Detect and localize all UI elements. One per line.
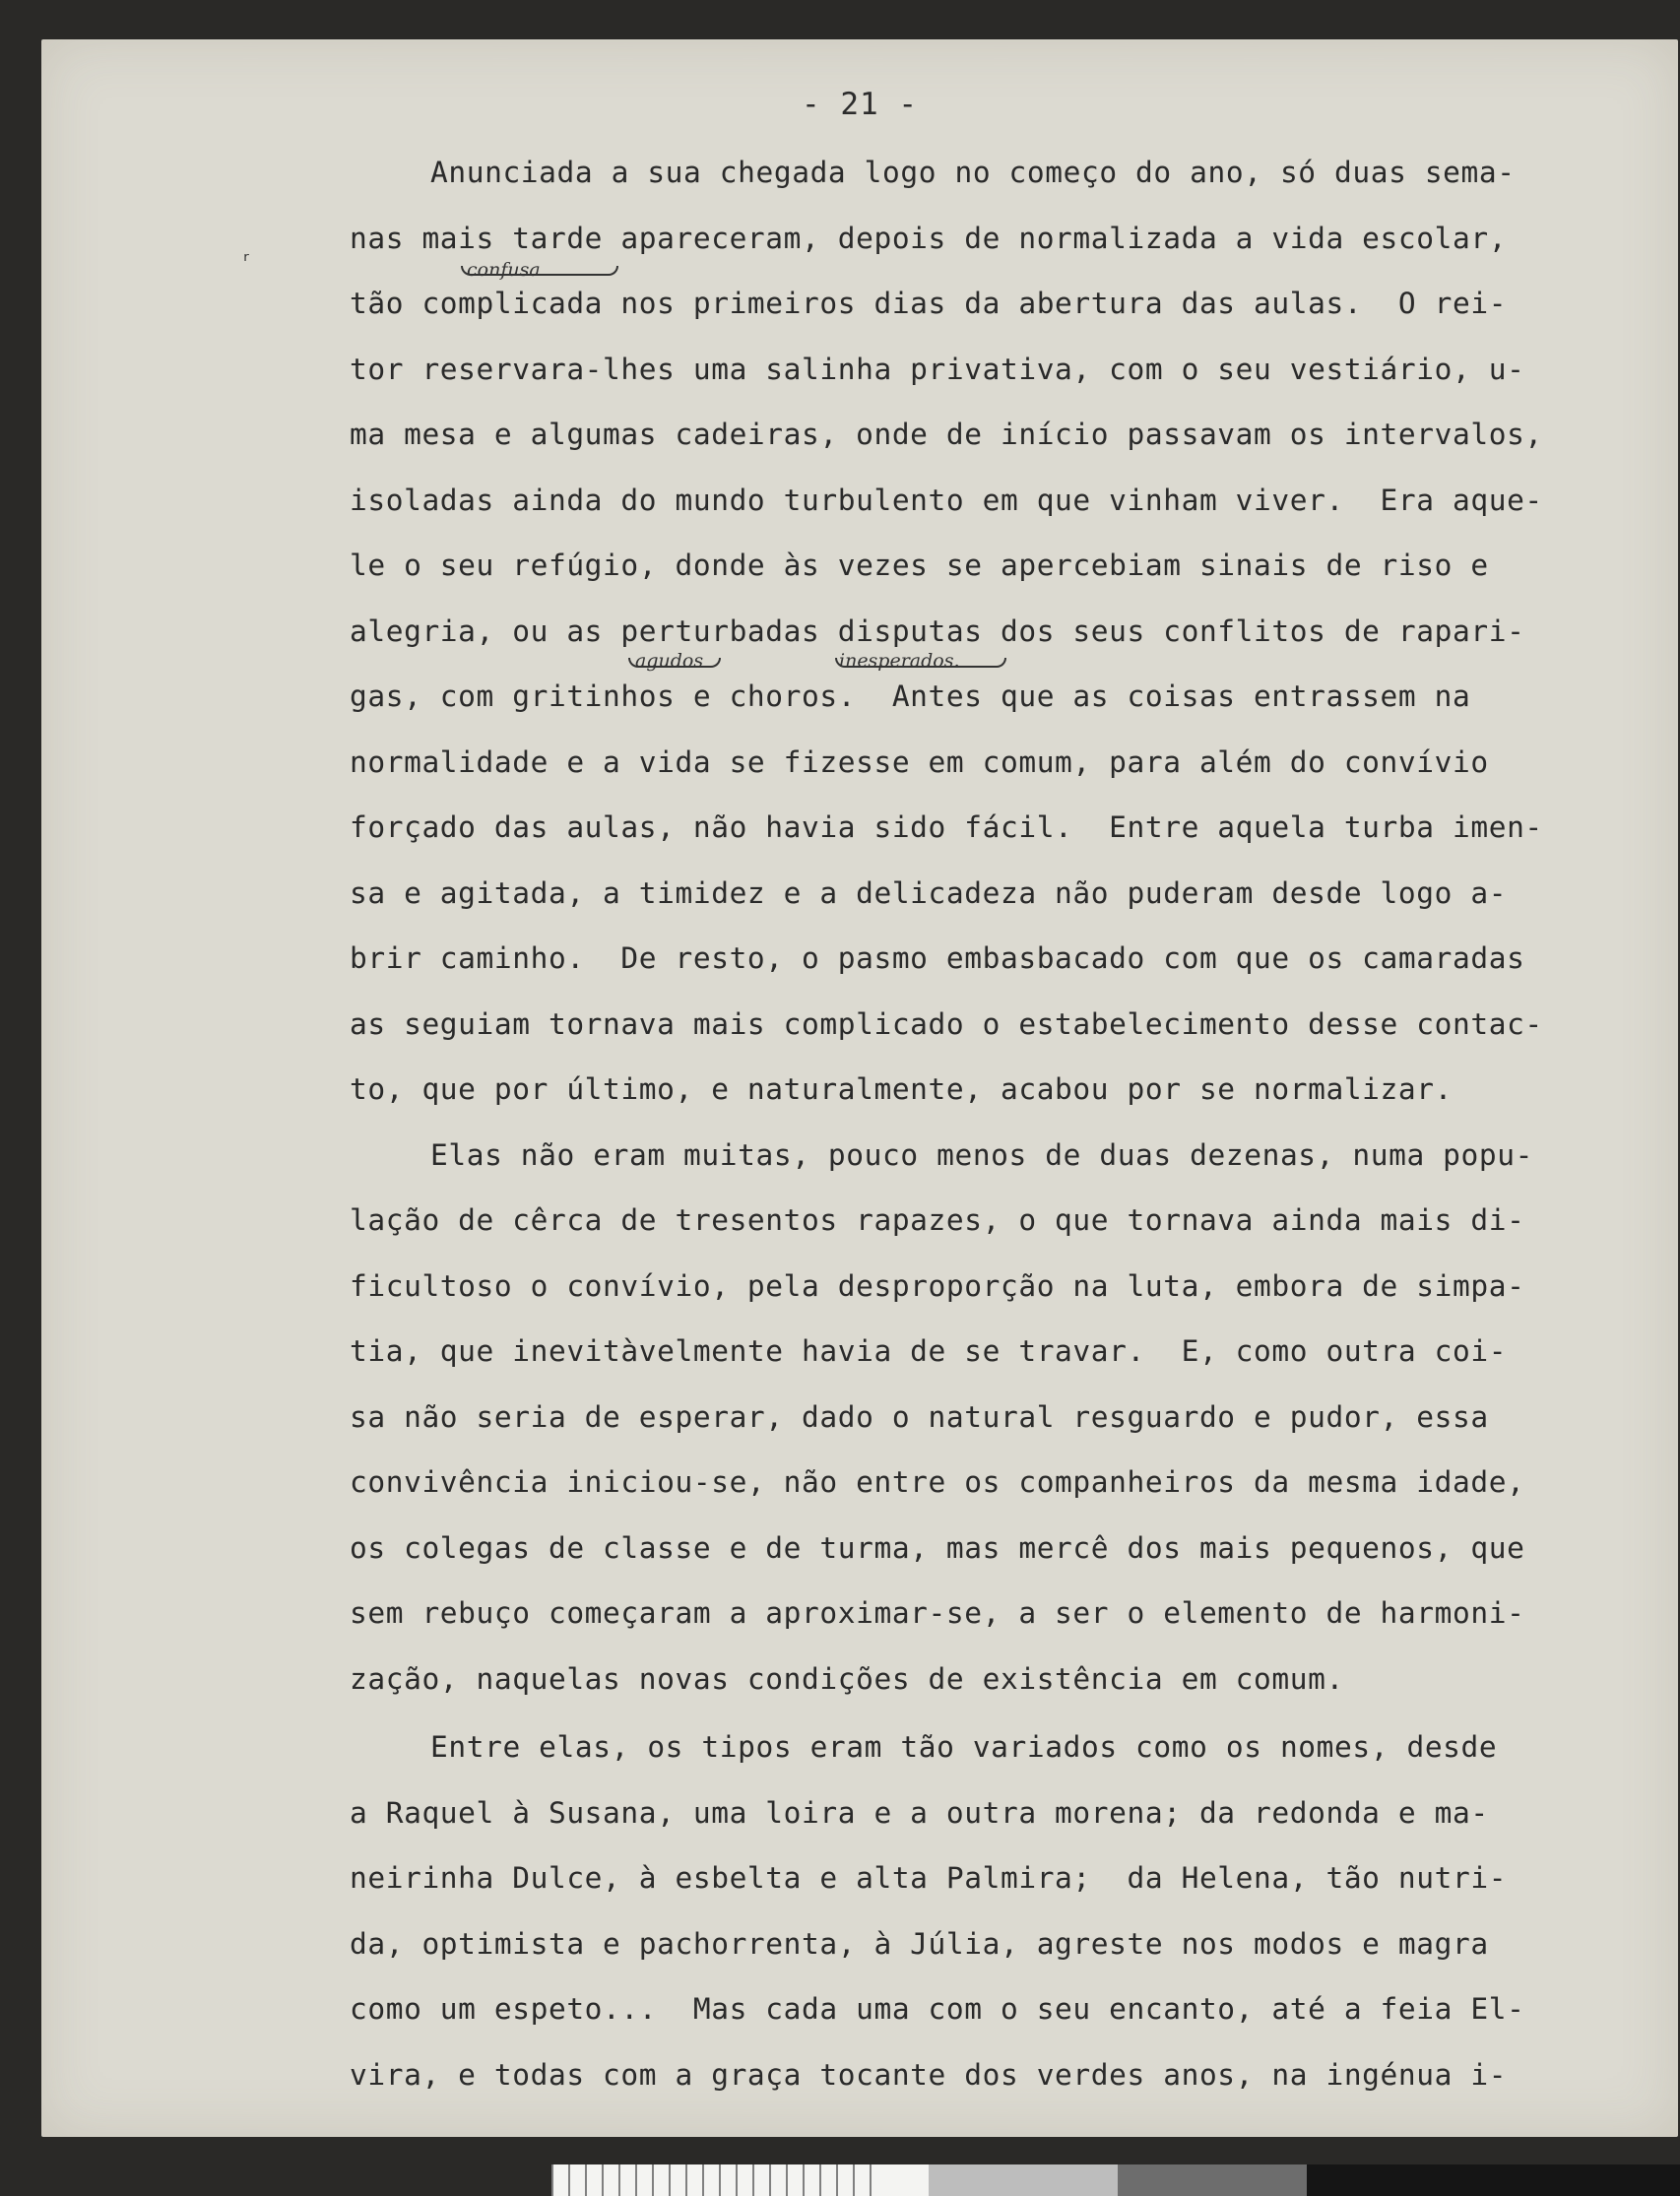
- text-line: Entre elas, os tipos eram tão variados como os nomes, desde: [430, 1730, 1498, 1764]
- calibration-patch: [1495, 2164, 1680, 2196]
- ruler-ticks: [551, 2164, 886, 2196]
- text-line: sem rebuço começaram a aproximar-se, a ser o elemento de harmoni-: [350, 1596, 1525, 1630]
- text-line: os colegas de classe e de turma, mas mercê dos mais pequenos, que: [350, 1530, 1525, 1565]
- text-line: ficultoso o convívio, pela desproporção na luta, embora de simpa-: [350, 1268, 1525, 1303]
- text-line: gas, com gritinhos e choros. Antes que as coisas entrassem na: [350, 679, 1471, 713]
- text-line: lação de cêrca de tresentos rapazes, o que tornava ainda mais di-: [350, 1203, 1525, 1237]
- body-text: [350, 140, 1640, 2107]
- text-line: forçado das aulas, não havia sido fácil. Entre aquela turba imen-: [350, 810, 1543, 844]
- text-line: a Raquel à Susana, uma loira e a outra morena; da redonda e ma-: [350, 1795, 1489, 1830]
- text-line: como um espeto... Mas cada uma com o seu encanto, até a feia El-: [350, 1992, 1525, 2026]
- text-line: tia, que inevitàvelmente havia de se travar. E, como outra coi-: [350, 1334, 1508, 1368]
- margin-pen-mark: ʳ: [240, 249, 254, 274]
- text-line: tão complicada nos primeiros dias da abertura das aulas. O rei-: [350, 287, 1508, 320]
- annotation-confusa: confusa: [467, 259, 541, 281]
- text-line: ma mesa e algumas cadeiras, onde de início passavam os intervalos,: [350, 418, 1543, 451]
- typewritten-page: [41, 39, 1678, 2137]
- text-line: zação, naquelas novas condições de existência em comum.: [350, 1661, 1344, 1696]
- text-line: sa e agitada, a timidez e a delicadeza não puderam desde logo a-: [350, 875, 1508, 910]
- calibration-patch: [1307, 2164, 1496, 2196]
- text-line: as seguiam tornava mais complicado o estabelecimento desse contac-: [350, 1006, 1543, 1041]
- text-line: isoladas ainda do mundo turbulento em que vinham viver. Era aque-: [350, 483, 1543, 517]
- annotation-inesperados: inesperados.: [839, 650, 960, 672]
- text-line: tor reservara-lhes uma salinha privativa, com o seu vestiário, u-: [350, 352, 1525, 386]
- text-line: alegria, ou as perturbadas disputas dos seus conflitos de rapari-: [350, 614, 1525, 648]
- text-line: le o seu refúgio, donde às vezes se apercebiam sinais de riso e: [350, 549, 1489, 582]
- text-line: neirinha Dulce, à esbelta e alta Palmira; da Helena, tão nutri-: [350, 1861, 1508, 1895]
- text-line: to, que por último, e naturalmente, acabou por se normalizar.: [350, 1072, 1453, 1106]
- text-line: brir caminho. De resto, o pasmo embasbacado com que os camaradas: [350, 941, 1525, 975]
- text-line: normalidade e a vida se fizesse em comum, para além do convívio: [350, 744, 1489, 779]
- text-line: sa não seria de esperar, dado o natural resguardo e pudor, essa: [350, 1399, 1489, 1434]
- calibration-patch: [929, 2164, 1118, 2196]
- page-number: - 21 -: [802, 87, 918, 122]
- text-line: vira, e todas com a graça tocante dos verdes anos, na ingénua i-: [350, 2057, 1508, 2092]
- text-line: da, optimista e pachorrenta, à Júlia, agreste nos modos e magra: [350, 1926, 1489, 1961]
- text-line: Elas não eram muitas, pouco menos de duas dezenas, numa popu-: [430, 1137, 1533, 1172]
- text-line: nas mais tarde apareceram, depois de normalizada a vida escolar,: [350, 221, 1508, 255]
- annotation-agudos: agudos: [635, 650, 704, 672]
- text-line: convivência iniciou-se, não entre os companheiros da mesma idade,: [350, 1465, 1525, 1499]
- text-line: Anunciada a sua chegada logo no começo do ano, só duas sema-: [430, 156, 1516, 189]
- calibration-patch: [1118, 2164, 1307, 2196]
